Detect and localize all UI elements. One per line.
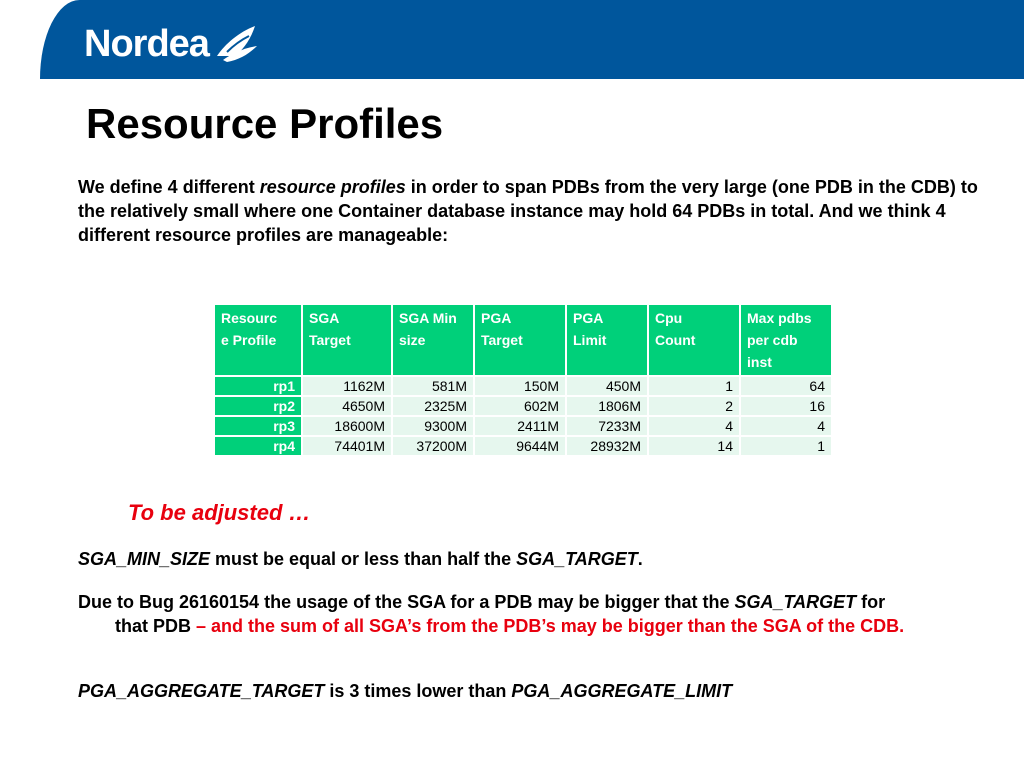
resource-profiles-table bbox=[213, 303, 833, 457]
header-cpu-count: Cpu Count bbox=[649, 305, 739, 375]
slide-title: Resource Profiles bbox=[86, 100, 444, 147]
table-cell: 150M bbox=[475, 377, 565, 395]
intro-part1: We define 4 different bbox=[78, 177, 260, 197]
nordea-logo bbox=[84, 22, 259, 66]
table-cell: 450M bbox=[567, 377, 647, 395]
sail-icon bbox=[213, 24, 259, 64]
header-max-pdbs: Max pdbs per cdb inst bbox=[741, 305, 831, 375]
table-row bbox=[215, 397, 831, 415]
table-cell: 18600M bbox=[303, 417, 391, 435]
bug-paragraph: Due to Bug 26160154 the usage of the SGA for a PDB may be bigger that the SGA_TARGET for that PDB – and the sum of all SGA’s from the PDB’s may be bigger than the SGA of the CDB. bbox=[78, 592, 905, 636]
pga-paragraph: PGA_AGGREGATE_TARGET is 3 times lower than PGA_AGGREGATE_LIMIT bbox=[78, 681, 733, 701]
header-pga-target: PGA Target bbox=[475, 305, 565, 375]
table-cell: 1 bbox=[649, 377, 739, 395]
row-label: rp1 bbox=[215, 377, 301, 395]
table-cell: 37200M bbox=[393, 437, 473, 455]
header-pga-limit: PGA Limit bbox=[567, 305, 647, 375]
header-sga-target: SGA Target bbox=[303, 305, 391, 375]
table-cell: 7233M bbox=[567, 417, 647, 435]
header-sga-min-size: SGA Min size bbox=[393, 305, 473, 375]
table-cell: 4 bbox=[649, 417, 739, 435]
table-cell: 9644M bbox=[475, 437, 565, 455]
table-row bbox=[215, 437, 831, 455]
table-cell: 602M bbox=[475, 397, 565, 415]
table-cell: 4 bbox=[741, 417, 831, 435]
table-cell: 9300M bbox=[393, 417, 473, 435]
intro-italic: resource profiles bbox=[259, 177, 406, 197]
intro-paragraph bbox=[78, 175, 978, 247]
to-be-adjusted-note: To be adjusted … bbox=[128, 500, 311, 525]
table-header-row bbox=[215, 305, 831, 375]
row-label: rp4 bbox=[215, 437, 301, 455]
header-resource-profile: Resourc e Profile bbox=[215, 305, 301, 375]
table-cell: 4650M bbox=[303, 397, 391, 415]
table-row bbox=[215, 377, 831, 395]
table-cell: 16 bbox=[741, 397, 831, 415]
sga-min-size-paragraph: SGA_MIN_SIZE must be equal or less than half the SGA_TARGET. bbox=[78, 549, 643, 569]
table-cell: 64 bbox=[741, 377, 831, 395]
table-row bbox=[215, 417, 831, 435]
table-cell: 74401M bbox=[303, 437, 391, 455]
table-cell: 28932M bbox=[567, 437, 647, 455]
table-cell: 2325M bbox=[393, 397, 473, 415]
table-cell: 1 bbox=[741, 437, 831, 455]
logo-text: Nordea bbox=[84, 23, 209, 65]
intro-part2: in order to span PDBs from the very large (one PDB in the CDB) to the relatively small where one Container database instance may hold 64 PDBs in total. And we think 4 different resource profiles are manageable: bbox=[78, 177, 978, 245]
table-cell: 2 bbox=[649, 397, 739, 415]
table-cell: 1806M bbox=[567, 397, 647, 415]
table-cell: 581M bbox=[393, 377, 473, 395]
row-label: rp3 bbox=[215, 417, 301, 435]
table-cell: 2411M bbox=[475, 417, 565, 435]
table-cell: 14 bbox=[649, 437, 739, 455]
row-label: rp2 bbox=[215, 397, 301, 415]
table-cell: 1162M bbox=[303, 377, 391, 395]
red-warning-text: – and the sum of all SGA’s from the PDB’s may be bigger than the SGA of the CDB. bbox=[196, 616, 905, 636]
